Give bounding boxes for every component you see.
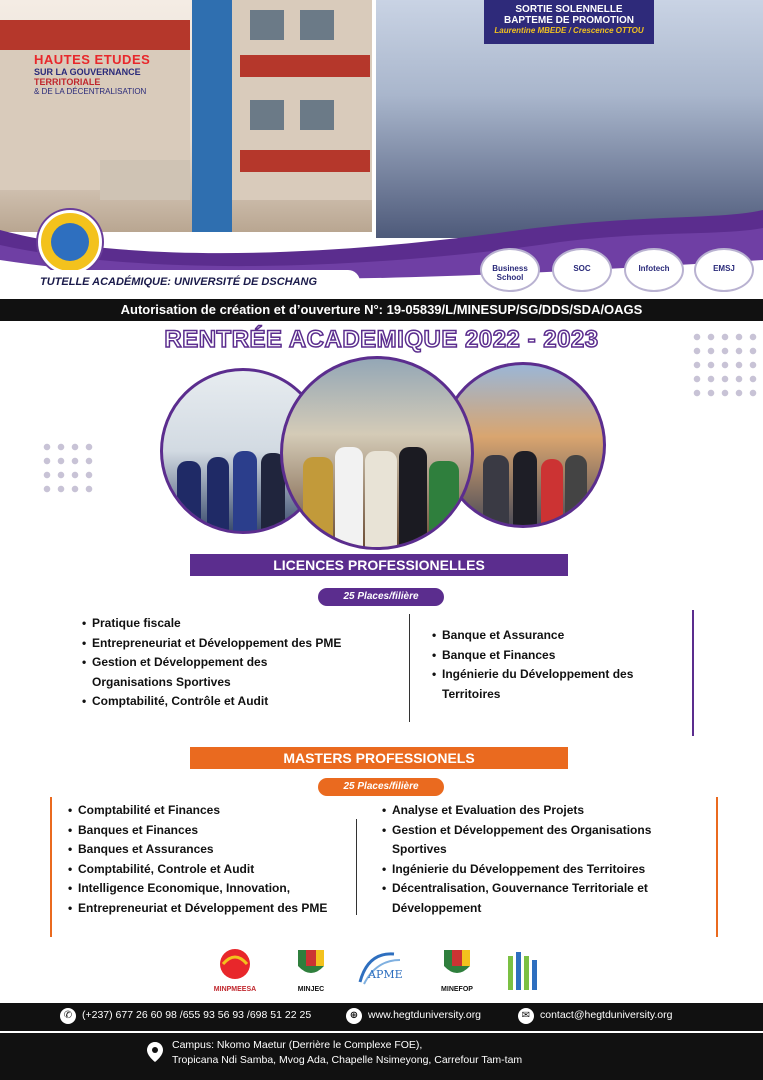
masters-list-box: [50, 797, 718, 937]
apme-emblem-icon: [354, 946, 410, 990]
globe-icon: ⊕: [346, 1008, 362, 1024]
minefop-logo: [432, 946, 482, 996]
masters-places-badge: 25 Places/filière: [318, 778, 444, 796]
minjec-logo: [286, 946, 336, 996]
column-divider: [356, 819, 357, 915]
list-item: • Gestion et Développement des Organisations Sportives: [382, 821, 702, 860]
coat-of-arms-icon: [440, 946, 474, 982]
logo-label: EMSJ: [713, 264, 735, 273]
minpmeesa-logo: [205, 946, 265, 996]
column-divider: [409, 614, 410, 722]
list-item: [82, 653, 322, 692]
footer-address-line2: Tropicana Ndi Samba, Mvog Ada, Chapelle Nsimeyong, Carrefour Tam-tam: [172, 1054, 523, 1066]
list-item: • Analyse et Evaluation des Projets: [382, 801, 702, 821]
list-item: • Intelligence Economique, Innovation,: [68, 879, 348, 899]
apme-text: APME: [368, 968, 403, 981]
footer-phone: (+237) 677 26 60 98 /655 93 56 93 /698 51 22 25: [82, 1009, 312, 1021]
mail-icon: ✉: [518, 1008, 534, 1024]
logo-label: Business School: [492, 264, 528, 282]
logo-line4: & DE LA DÉCENTRALISATION: [34, 87, 147, 96]
list-item: • Pratique fiscale: [82, 614, 402, 634]
list-item: • Ingénierie du Développement des Territoires: [432, 665, 682, 704]
masters-right-list: [382, 801, 702, 918]
footer-website[interactable]: www.hegtduniversity.org: [368, 1009, 482, 1021]
banner-line3: Laurentine MBEDE / Crescence OTTOU: [494, 26, 644, 35]
masters-left-list: [68, 801, 348, 918]
list-item: • Banque et Assurance: [432, 626, 682, 646]
banner-line2: BAPTEME DE PROMOTION: [503, 15, 634, 26]
list-item: • Entrepreneuriat et Développement des PME: [82, 634, 402, 654]
infotech-logo: [624, 248, 684, 292]
list-item: • Ingénierie du Développement des Territoires: [382, 860, 702, 880]
banner-line1: SORTIE SOLENNELLE: [515, 4, 623, 15]
list-item: • Banques et Finances: [68, 821, 348, 841]
partner-logo-5: [500, 946, 560, 996]
apme-logo: [352, 946, 412, 996]
masters-title: MASTERS PROFESSIONELS: [190, 747, 568, 769]
licences-list-box: [72, 610, 694, 736]
tutelle-label: [30, 270, 360, 294]
footer: [0, 1003, 763, 1080]
coat-of-arms-icon: [294, 946, 328, 982]
footer-address-line1: Campus: Nkomo Maetur (Derrière le Complexe FOE),: [172, 1039, 423, 1051]
authorization-text: Autorisation de création et d’ouverture N°: 19-05839/L/MINESUP/SG/DDS/SDA/OAGS: [120, 302, 643, 317]
stripes-emblem-icon: [502, 946, 558, 994]
phone-icon: ✆: [60, 1008, 76, 1024]
partner-label: MINJEC: [297, 986, 325, 993]
list-item: • Entrepreneuriat et Développement des PME: [68, 899, 328, 919]
location-pin-icon: [146, 1041, 164, 1063]
logo-label: SOC: [573, 264, 591, 273]
logo-line2: SUR LA GOUVERNANCE: [34, 67, 141, 77]
footer-divider: [0, 1031, 763, 1033]
list-item: • Comptabilité, Contrôle et Audit: [82, 692, 402, 712]
list-item: • Comptabilité et Finances: [68, 801, 348, 821]
rentree-title: RENTRÉE ACADEMIQUE 2022 - 2023: [164, 326, 599, 353]
licences-right-list: [432, 626, 682, 704]
decorative-dots: [690, 330, 760, 400]
business-school-logo: [480, 248, 540, 292]
emsj-logo: [694, 248, 754, 292]
authorization-bar: [0, 299, 763, 321]
logo-line3: TERRITORIALE: [34, 77, 101, 87]
partner-label: MINPMEESA: [213, 986, 257, 993]
tutelle-text: TUTELLE ACADÉMIQUE: UNIVERSITÉ DE DSCHANG: [40, 276, 318, 288]
building-photo: [0, 0, 372, 232]
university-emblem: [38, 210, 102, 274]
decorative-dots: [40, 440, 96, 496]
school-logo: [34, 52, 174, 112]
logo-title: HAUTES ETUDES: [34, 52, 151, 67]
licences-left-list: [82, 614, 402, 712]
list-item: • Décentralisation, Gouvernance Territoriale et Développement: [382, 879, 702, 918]
footer-email[interactable]: contact@hegtduniversity.org: [540, 1009, 673, 1021]
licences-title: LICENCES PROFESSIONELLES: [190, 554, 568, 576]
licences-places-badge: 25 Places/filière: [318, 588, 444, 606]
event-photo-center: [280, 356, 474, 550]
ceremony-banner: [484, 0, 654, 44]
partner-label: MINEFOP: [441, 986, 473, 993]
list-item: • Banques et Assurances: [68, 840, 348, 860]
list-item: • Banque et Finances: [432, 646, 682, 666]
soc-logo: [552, 248, 612, 292]
list-item: • Comptabilité, Controle et Audit: [68, 860, 348, 880]
logo-label: Infotech: [638, 264, 670, 273]
minpmeesa-emblem-icon: [215, 946, 255, 982]
list-item-text: Gestion et Développement des Organisations Sportives: [92, 655, 268, 689]
